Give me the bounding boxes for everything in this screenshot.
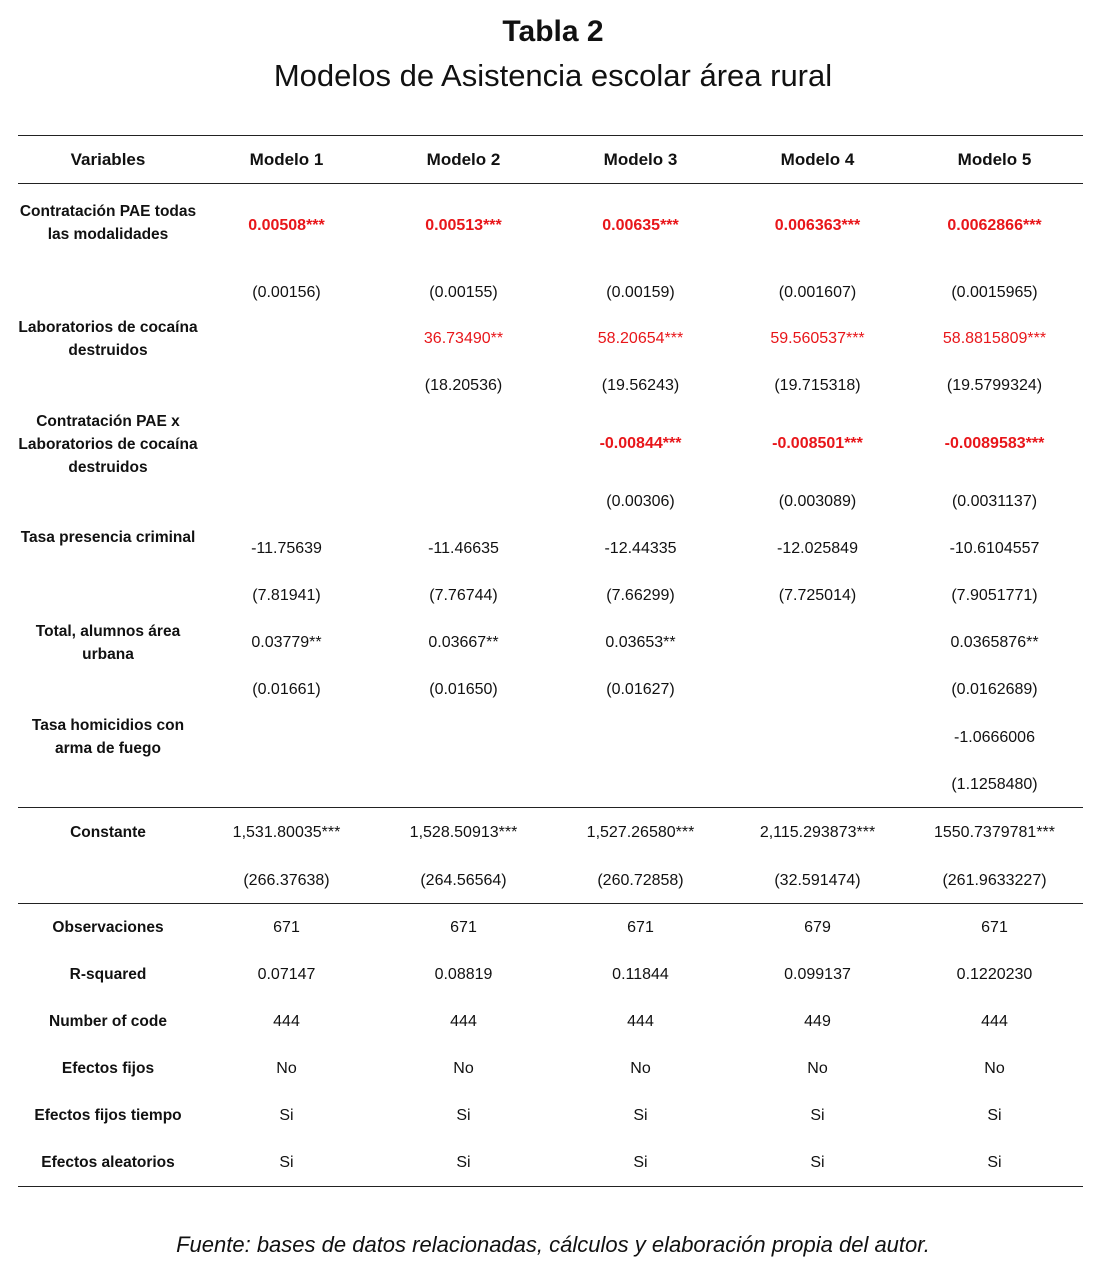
coef-cell: -12.44335 (604, 540, 677, 557)
header-modelo-2: Modelo 2 (426, 150, 501, 169)
stat-cell: 0.07147 (257, 966, 316, 983)
coef-cell: 0.0365876** (950, 634, 1039, 651)
bottom-rule (18, 1186, 1083, 1187)
coef-cell: 0.00513*** (425, 217, 502, 234)
header-modelo-4: Modelo 4 (780, 150, 855, 169)
se-cell: (7.725014) (778, 587, 857, 604)
coef-cell: -11.75639 (251, 540, 322, 557)
coef-cell: -1.0666006 (954, 729, 1035, 746)
constant-rule (18, 807, 1083, 808)
stat-cell: 671 (450, 919, 477, 936)
se-cell: (0.01661) (252, 681, 321, 698)
row-label: Total, alumnos área urbana (35, 623, 181, 663)
stat-cell: Si (810, 1107, 825, 1124)
top-rule (18, 135, 1083, 136)
row-label: Efectos aleatorios (41, 1154, 175, 1171)
stat-cell: Si (456, 1154, 471, 1171)
row-label: Constante (70, 824, 146, 841)
coef-cell: 0.03779** (251, 634, 322, 651)
stat-cell: No (453, 1060, 474, 1077)
stat-cell: Si (987, 1154, 1002, 1171)
table-title: Tabla 2 (502, 15, 604, 48)
se-cell: (18.20536) (424, 377, 503, 394)
se-cell: (19.715318) (774, 377, 861, 394)
se-cell: (0.0031137) (951, 493, 1038, 510)
row-label: Tasa homicidios con arma de fuego (31, 717, 185, 757)
se-cell: (260.72858) (597, 872, 684, 889)
coef-cell: 2,115.293873*** (759, 824, 876, 841)
se-cell: (19.5799324) (946, 377, 1043, 394)
se-cell: (19.56243) (601, 377, 680, 394)
stat-cell: 444 (273, 1013, 300, 1030)
se-cell: (0.003089) (778, 493, 857, 510)
se-cell: (266.37638) (243, 872, 330, 889)
row-label: Number of code (49, 1013, 167, 1030)
coef-cell: -0.0089583*** (944, 435, 1045, 452)
se-cell: (0.01627) (606, 681, 675, 698)
stat-cell: 449 (804, 1013, 831, 1030)
coef-cell: 0.00635*** (602, 217, 679, 234)
se-cell: (1.1258480) (951, 776, 1038, 793)
se-cell: (0.0015965) (951, 284, 1038, 301)
se-cell: (32.591474) (774, 872, 861, 889)
row-label: Observaciones (52, 919, 164, 936)
stat-cell: Si (633, 1154, 648, 1171)
stats-rule (18, 903, 1083, 904)
coef-cell: 0.03667** (428, 634, 499, 651)
stat-cell: Si (456, 1107, 471, 1124)
coef-cell: 1550.7379781*** (933, 824, 1055, 841)
header-rule (18, 183, 1083, 184)
se-cell: (261.9633227) (942, 872, 1047, 889)
stat-cell: Si (810, 1154, 825, 1171)
stat-cell: 679 (804, 919, 831, 936)
se-cell: (0.00306) (606, 493, 675, 510)
stat-cell: No (984, 1060, 1005, 1077)
stat-cell: Si (633, 1107, 648, 1124)
se-cell: (7.76744) (429, 587, 498, 604)
coef-cell: 1,528.50913*** (409, 824, 518, 841)
se-cell: (0.001607) (778, 284, 857, 301)
coef-cell: 36.73490** (423, 330, 504, 347)
table-subtitle: Modelos de Asistencia escolar área rural (273, 58, 833, 93)
stat-cell: 0.1220230 (956, 966, 1033, 983)
coef-cell: -0.008501*** (772, 435, 863, 452)
stat-cell: 0.08819 (434, 966, 493, 983)
coef-cell: 59.560537*** (770, 330, 865, 347)
stat-cell: Si (987, 1107, 1002, 1124)
se-cell: (7.81941) (252, 587, 321, 604)
row-label: Efectos fijos tiempo (34, 1107, 182, 1124)
stat-cell: 671 (981, 919, 1008, 936)
stat-cell: 444 (627, 1013, 654, 1030)
stat-cell: 444 (450, 1013, 477, 1030)
coef-cell: 0.03653** (605, 634, 676, 651)
header-modelo-5: Modelo 5 (957, 150, 1032, 169)
stat-cell: 444 (981, 1013, 1008, 1030)
stat-cell: 0.11844 (612, 966, 669, 983)
stat-cell: 0.099137 (784, 966, 851, 983)
se-cell: (7.66299) (606, 587, 675, 604)
header-modelo-1: Modelo 1 (249, 150, 324, 169)
coef-cell: 1,531.80035*** (232, 824, 341, 841)
coef-cell: 0.006363*** (774, 217, 861, 234)
stat-cell: Si (279, 1154, 294, 1171)
se-cell: (0.00156) (252, 284, 321, 301)
row-label: Efectos fijos (61, 1060, 155, 1077)
row-label: Tasa presencia criminal (20, 529, 196, 546)
coef-cell: 1,527.26580*** (586, 824, 695, 841)
stat-cell: No (630, 1060, 651, 1077)
se-cell: (7.9051771) (951, 587, 1038, 604)
coef-cell: 58.20654*** (597, 330, 684, 347)
row-label: Contratación PAE todas las modalidades (19, 203, 197, 243)
stat-cell: No (807, 1060, 828, 1077)
coef-cell: 58.8815809*** (942, 330, 1047, 347)
row-label: R-squared (69, 966, 147, 983)
coef-cell: -11.46635 (428, 540, 499, 557)
se-cell: (0.00155) (429, 284, 498, 301)
se-cell: (0.00159) (606, 284, 675, 301)
stat-cell: Si (279, 1107, 294, 1124)
stat-cell: 671 (273, 919, 300, 936)
row-label: Laboratorios de cocaína destruidos (18, 319, 198, 359)
coef-cell: -10.6104557 (949, 540, 1040, 557)
coef-cell: 0.00508*** (248, 217, 325, 234)
stat-cell: No (276, 1060, 297, 1077)
header-modelo-3: Modelo 3 (603, 150, 678, 169)
coef-cell: -12.025849 (777, 540, 858, 557)
se-cell: (0.01650) (429, 681, 498, 698)
coef-cell: 0.0062866*** (947, 217, 1042, 234)
row-label: Contratación PAE x Laboratorios de cocaína destruidos (18, 413, 198, 476)
stat-cell: 671 (627, 919, 654, 936)
coef-cell: -0.00844*** (599, 435, 682, 452)
se-cell: (264.56564) (420, 872, 507, 889)
source-note: Fuente: bases de datos relacionadas, cálculos y elaboración propia del autor. (176, 1232, 930, 1257)
header-variables: Variables (70, 150, 146, 169)
se-cell: (0.0162689) (951, 681, 1038, 698)
